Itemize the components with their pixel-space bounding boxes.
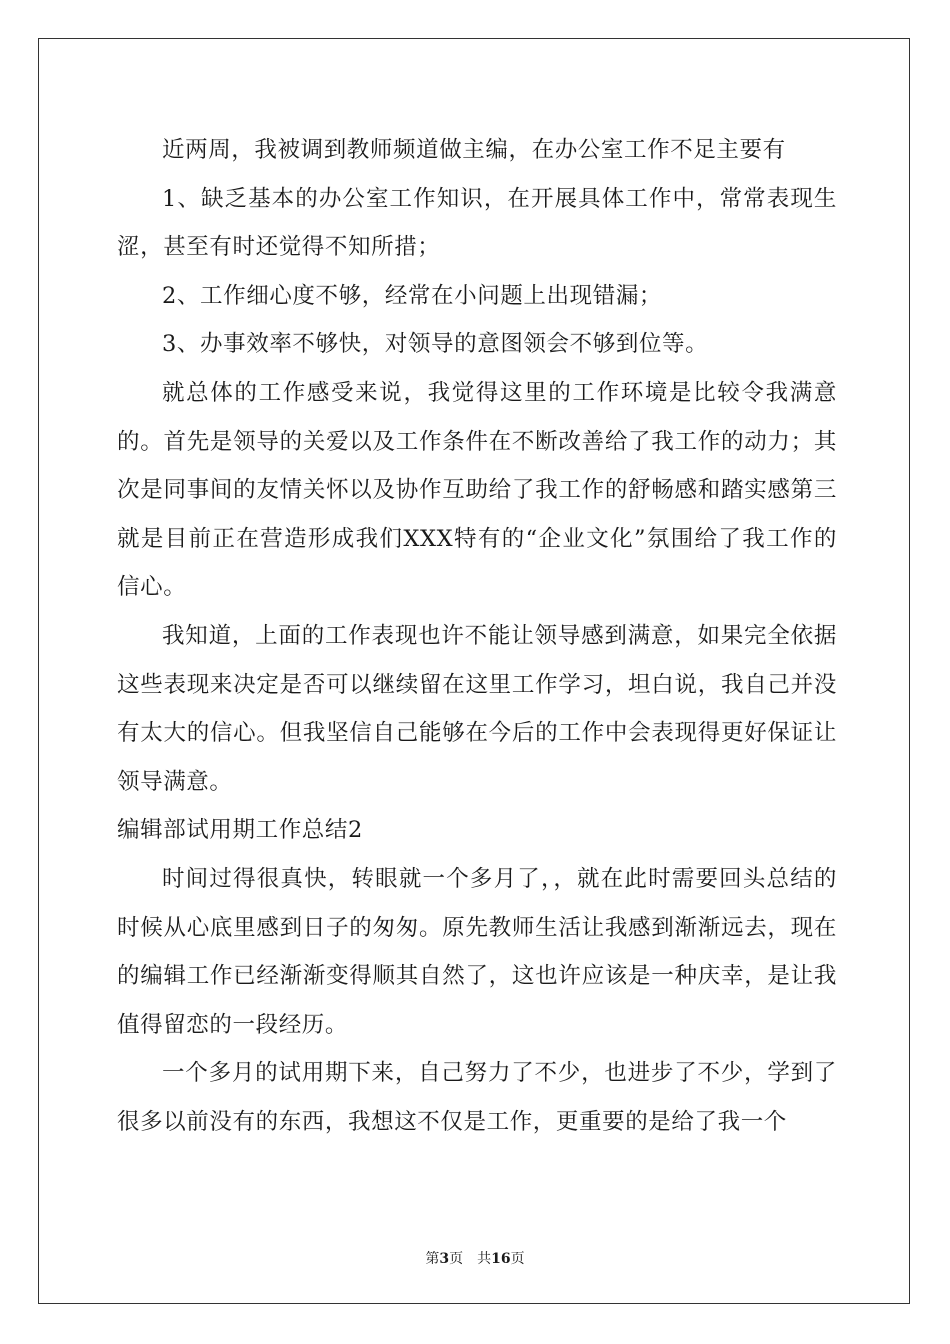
page-footer	[0, 1248, 950, 1268]
paragraph: 一个多月的试用期下来，自己努力了不少，也进步了不少，学到了很多以前没有的东西，我想这不仅是工作，更重要的是给了我一个	[117, 1060, 837, 1135]
document-body	[117, 126, 837, 1146]
section-heading: 编辑部试用期工作总结2	[117, 817, 363, 844]
page-current: 3	[439, 1251, 450, 1267]
paragraph: 我知道，上面的工作表现也许不能让领导感到满意，如果完全依据这些表现来决定是否可以继续留在这里工作学习，坦白说，我自己并没有太大的信心。但我坚信自己能够在今后的工作中会表现得更好保证让领导满意。	[117, 622, 837, 795]
paragraph: 近两周，我被调到教师频道做主编，在办公室工作不足主要有	[162, 137, 786, 163]
paragraph: 2、工作细心度不够，经常在小问题上出现错漏；	[162, 282, 663, 309]
total-unit: 页	[510, 1251, 525, 1267]
paragraph: 时间过得很真快，转眼就一个多月了，，就在此时需要回头总结的时候从心底里感到日子的匆匆。原先教师生活让我感到渐渐远去，现在的编辑工作已经渐渐变得顺其自然了，这也许应该是一种庆幸，是让我值得留恋的一段经历。	[117, 865, 837, 1038]
total-prefix: 共	[477, 1251, 492, 1267]
page-unit: 页	[449, 1251, 464, 1267]
paragraph: 1、缺乏基本的办公室工作知识，在开展具体工作中，常常表现生涩，甚至有时还觉得不知所措；	[117, 185, 837, 261]
paragraph: 就总体的工作感受来说，我觉得这里的工作环境是比较令我满意的。首先是领导的关爱以及工作条件在不断改善给了我工作的动力；其次是同事间的友情关怀以及协作互助给了我工作的舒畅感和踏实感第三就是目前正在营造形成我们XXX特有的“企业文化”氛围给了我工作的信心。	[117, 379, 837, 601]
page-total: 16	[491, 1251, 511, 1267]
page-prefix: 第	[425, 1251, 440, 1267]
paragraph: 3、办事效率不够快，对领导的意图领会不够到位等。	[162, 331, 709, 358]
